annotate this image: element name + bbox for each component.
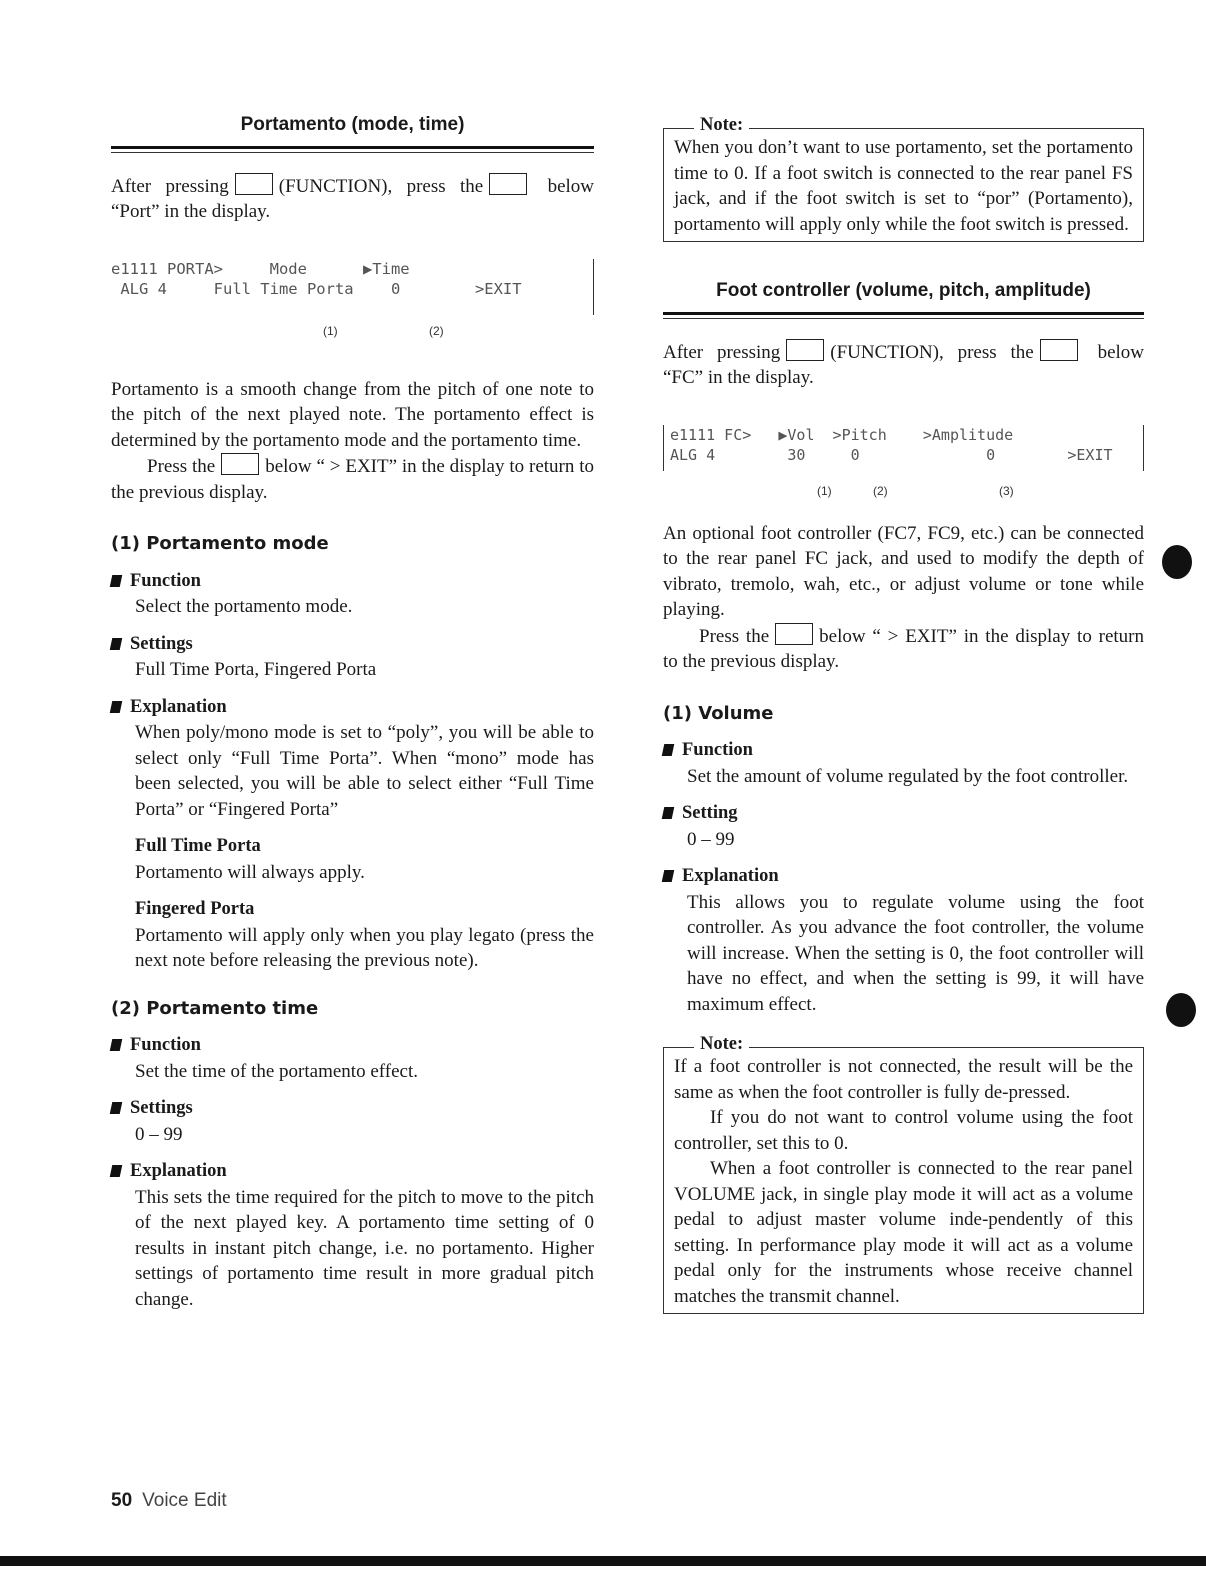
note-paragraph-1: If a foot controller is not connected, the result will be the same as when the foot controller is fully de-pressed.	[674, 1056, 1133, 1103]
portamento-description: Portamento is a smooth change from the pitch of one note to the pitch of the next played note. The portamento effect is determined by the portamento mode and the portamento time.	[111, 378, 594, 451]
portamento-lcd	[111, 259, 594, 315]
exit-button-icon	[775, 623, 813, 645]
lcd-label-3: (3)	[999, 483, 1014, 498]
lcd-labels	[663, 479, 1144, 499]
page-number: 50	[111, 1490, 133, 1511]
port-button-icon	[489, 173, 527, 195]
fingered-porta-body: Portamento will apply only when you play legato (press the next note before releasing the previous note).	[135, 924, 594, 971]
note-paragraph-3: When a foot controller is connected to the rear panel VOLUME jack, in single play mode it will act as a volume pedal to adjust master volume inde-pendently of this setting. In performance play mode it will act as a volume pedal only for the instruments whose receive channel matches the transmit channel.	[674, 1158, 1133, 1307]
foot-controller-intro	[663, 339, 1144, 391]
note-label: Note:	[694, 114, 749, 136]
explanation-body: This allows you to regulate volume using the foot controller. As you advance the foot controller, the volume will increase. When the setting is 0, the foot controller will have no effect, and when the setting is 99, it will have maximum effect.	[687, 891, 1144, 1015]
function-body: Set the time of the portamento effect.	[135, 1060, 418, 1082]
note-text: When you don’t want to use portamento, set the portamento time to 0. If a foot switch is connected to the rear panel FS jack, and if the foot switch is set to “por” (Portamento), portamento will apply only while the foot switch is pressed.	[674, 137, 1133, 235]
fingered-porta-heading: Fingered Porta	[135, 899, 255, 919]
explanation-heading: Explanation	[111, 1159, 594, 1185]
intro-text-a: After pressing	[663, 341, 781, 363]
portamento-mode-heading: (1) Portamento mode	[111, 533, 329, 554]
settings-body: 0 – 99	[135, 1123, 183, 1145]
binding-hole-dot	[1166, 993, 1196, 1027]
lcd-label-2: (2)	[873, 483, 888, 498]
intro-text-b: (FUNCTION), press the	[278, 175, 484, 197]
volume-heading: (1) Volume	[663, 702, 774, 724]
portamento-note-box	[663, 115, 1144, 242]
note-label: Note:	[694, 1033, 749, 1055]
function-button-icon	[786, 339, 824, 361]
intro-text-b: (FUNCTION), press the	[830, 341, 1034, 363]
portamento-title: Portamento (mode, time)	[111, 112, 594, 149]
exit-instruction	[111, 453, 594, 505]
exit-text-a: Press the	[147, 456, 216, 477]
exit-text-a: Press the	[699, 625, 770, 647]
explanation-heading: Explanation	[111, 695, 594, 721]
settings-heading: Settings	[111, 1096, 594, 1122]
function-button-icon	[235, 173, 273, 195]
lcd-label-2: (2)	[429, 323, 444, 338]
foot-controller-title: Foot controller (volume, pitch, amplitude)	[663, 278, 1144, 315]
function-heading: Function	[111, 1033, 594, 1059]
intro-text-c: below “FC” in the display.	[663, 341, 1145, 388]
fc-button-icon	[1040, 339, 1078, 361]
left-column	[111, 112, 594, 1312]
setting-heading: Setting	[663, 801, 1144, 827]
title-rule	[111, 152, 594, 153]
intro-text-a: After pressing	[111, 175, 229, 197]
exit-instruction	[663, 623, 1144, 675]
explanation-body: When poly/mono mode is set to “poly”, you will be able to select only “Full Time Porta”. When “mono” mode has been selected, you will be able to select either “Full Time Porta” or “Fingered Porta”	[135, 722, 594, 820]
full-time-porta-body: Portamento will always apply.	[135, 861, 365, 883]
lcd-line-1: e1111 FC> ▶Vol >Pitch >Amplitude	[670, 425, 1014, 444]
page-footer	[111, 1490, 227, 1512]
lcd-line-2: ALG 4 30 0 0 >EXIT	[670, 445, 1113, 464]
bottom-border	[0, 1556, 1206, 1566]
portamento-time-heading: (2) Portamento time	[111, 997, 319, 1019]
setting-body: 0 – 99	[687, 828, 735, 850]
exit-text-b: below “ > EXIT” in the display to return to the previous display.	[663, 625, 1145, 672]
portamento-intro	[111, 173, 594, 225]
lcd-labels	[111, 319, 594, 339]
lcd-line-1: e1111 PORTA> Mode ▶Time	[111, 259, 410, 278]
title-rule	[663, 318, 1144, 319]
lcd-label-1: (1)	[817, 483, 832, 498]
right-column	[663, 112, 1144, 1314]
explanation-heading: Explanation	[663, 864, 1144, 890]
settings-body: Full Time Porta, Fingered Porta	[135, 659, 377, 680]
foot-controller-description: An optional foot controller (FC7, FC9, etc.) can be connected to the rear panel FC jack, and used to modify the depth of vibrato, tremolo, wah, etc., or adjust volume or tone while playing.	[663, 522, 1144, 620]
settings-heading: Settings	[111, 632, 594, 658]
lcd-label-1: (1)	[323, 323, 338, 338]
foot-controller-lcd	[663, 425, 1144, 471]
exit-button-icon	[221, 453, 259, 475]
function-heading: Function	[111, 569, 594, 595]
function-body: Set the amount of volume regulated by the foot controller.	[687, 765, 1129, 787]
full-time-porta-heading: Full Time Porta	[135, 836, 261, 856]
binding-hole-dot	[1162, 545, 1192, 579]
section-name: Voice Edit	[142, 1490, 227, 1511]
intro-text-c: below “Port” in the display.	[111, 175, 595, 222]
function-heading: Function	[663, 738, 1144, 764]
volume-note-box	[663, 1034, 1144, 1314]
explanation-body: This sets the time required for the pitch to move to the pitch of the next played key. A portamento time setting of 0 results in instant pitch change, i.e. no portamento. Higher settings of portamento time result in more gradual pitch change.	[135, 1186, 594, 1310]
exit-text-b: below “ > EXIT” in the display to return to the previous display.	[111, 456, 594, 503]
note-paragraph-2: If you do not want to control volume using the foot controller, set this to 0.	[674, 1107, 1133, 1154]
function-body: Select the portamento mode.	[135, 596, 353, 617]
lcd-line-2: ALG 4 Full Time Porta 0 >EXIT	[111, 279, 522, 298]
